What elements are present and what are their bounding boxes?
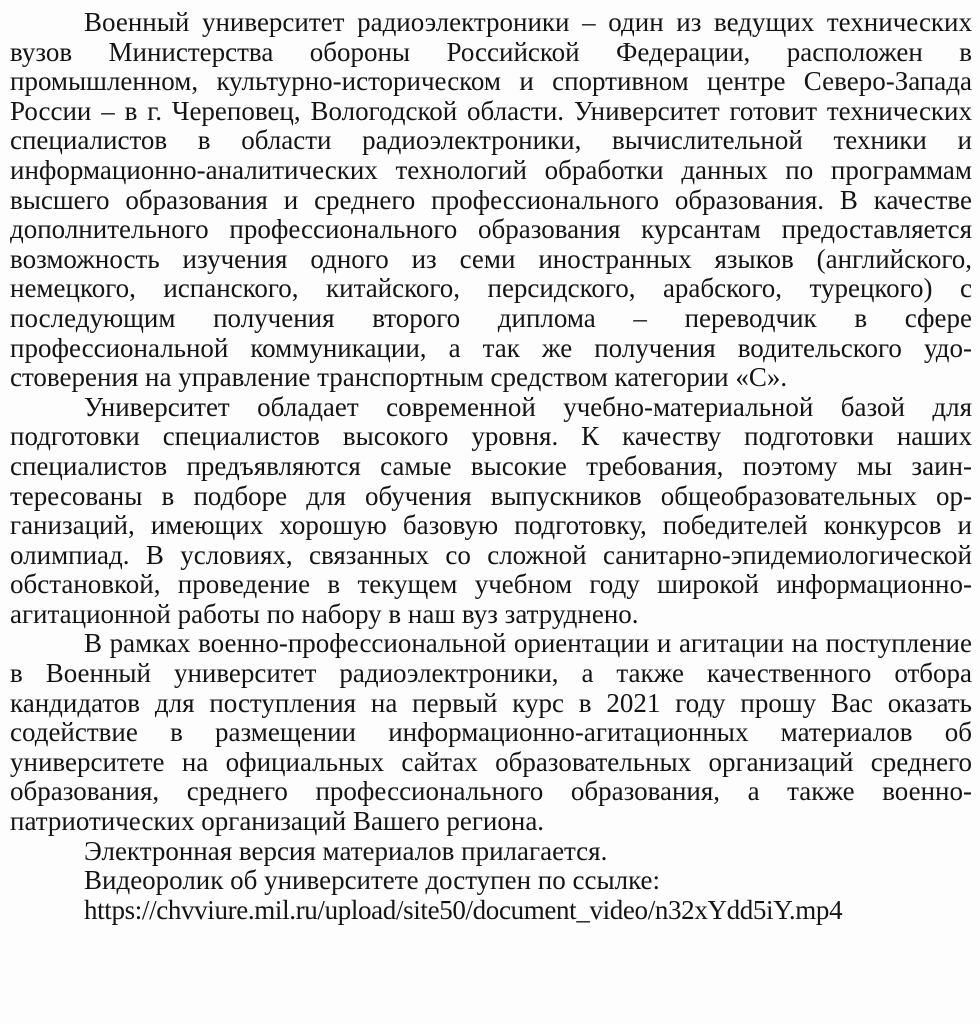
paragraph-video-note: Видеоролик об университете доступен по ссылке: <box>84 865 661 896</box>
letter-body <box>10 8 972 925</box>
paragraph-material-base: Университет обладает современной учебно-материальной базой для подготовки специалистов высокого уровня. К качеству подготовки наших специалистов предъявляются самые высокие требования, поэтому мы заинтересованы в подборе для обучения выпускников общеобразовательных организаций, имеющих хорошую базовую подготовку, победителей конкурсов и олимпиад. В условиях, связанных со сложной санитарно-эпидемиологической обстановкой, проведение в текущем учебном году широкой информационно-агитационной работы по набору в наш вуз затруднено. <box>10 391 972 629</box>
paragraph-attachment-note: Электронная версия материалов прилагается. <box>84 835 608 866</box>
paragraph-request: В рамках военно-профессиональной ориентации и агитации на поступление в Военный университет радиоэлектроники, а также качественного отбора кандидатов для поступления на первый курс в 2021 году прошу Вас оказать содействие в размещении информационно-агитационных материалов об университете на официальных сайтах образовательных организаций среднего образования, среднего профессионального образования, а также военно-патриотических организаций Вашего региона. <box>10 628 972 837</box>
paragraph-university-intro: Военный университет радиоэлектроники – один из ведущих технических вузов Министерства обороны Российской Федерации, расположен в промышленном, культурно-историческом и спортивном центре Северо-Запада России – в г. Череповец, Вологодской области. Университет готовит технических специалистов в области радиоэлектроники, вычислительной техники и информационно-аналитических технологий обработки данных по программам высшего образования и среднего профессионального образования. В качестве дополнительного профессионального образования курсантам предоставляется возможность изучения одного из семи иностранных языков (английского, немецкого, испанского, китайского, персидского, арабского, турецкого) с последующим получения второго диплома – переводчик в сфере профессиональной коммуникации, а так же получения водительского удостоверения на управление транспортным средством категории «С». <box>10 7 972 393</box>
video-link[interactable]: https://chvviure.mil.ru/upload/site50/document_video/n32xYdd5iY.mp4 <box>84 894 843 925</box>
